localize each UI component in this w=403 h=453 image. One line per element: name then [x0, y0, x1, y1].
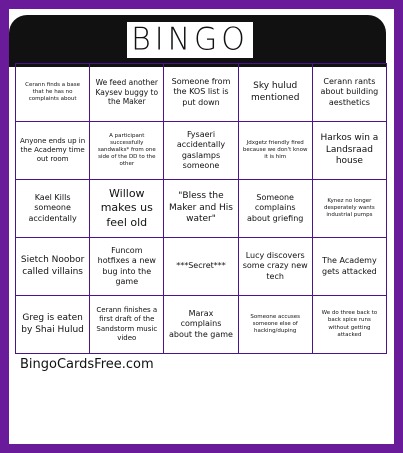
bingo-cell[interactable]: "Bless the Maker and His water" [164, 180, 238, 238]
bingo-cell[interactable]: Harkos win a Landsraad house [313, 122, 387, 180]
bingo-cell[interactable]: Cerann rants about building aesthetics [313, 64, 387, 122]
bingo-card [9, 9, 394, 444]
bingo-cell[interactable]: Cerann finishes a first draft of the Sandstorm music video [90, 296, 164, 354]
bingo-grid [15, 63, 387, 354]
site-credit: BingoCardsFree.com [20, 357, 154, 372]
bingo-logo [127, 22, 253, 58]
bingo-cell[interactable]: Kael Kills someone accidentally [16, 180, 90, 238]
card-header [9, 15, 386, 67]
bingo-cell[interactable]: Someone accuses someone else of hacking/duping [239, 296, 313, 354]
bingo-cell[interactable]: ***Secret*** [164, 238, 238, 296]
bingo-cell[interactable]: Kynez no longer desperately wants industrial pumps [313, 180, 387, 238]
bingo-cell[interactable]: Greg is eaten by Shai Hulud [16, 296, 90, 354]
bingo-cell[interactable]: Someone from the KOS list is put down [164, 64, 238, 122]
bingo-cell[interactable]: Sietch Noobor called villains [16, 238, 90, 296]
bingo-cell[interactable]: Marax complains about the game [164, 296, 238, 354]
bingo-cell[interactable]: We do three back to back spice runs without getting attacked [313, 296, 387, 354]
bingo-cell[interactable]: We feed another Kaysev buggy to the Maker [90, 64, 164, 122]
bingo-cell[interactable]: Jdxgetz friendly fired because we don't know it is him [239, 122, 313, 180]
bingo-cell[interactable]: Funcom hotfixes a new bug into the game [90, 238, 164, 296]
bingo-cell[interactable]: Lucy discovers some crazy new tech [239, 238, 313, 296]
bingo-cell[interactable]: Someone complains about griefing [239, 180, 313, 238]
bingo-cell[interactable]: A participant successfully sandwalks* from one side of the DD to the other [90, 122, 164, 180]
bingo-cell[interactable]: Anyone ends up in the Academy time out room [16, 122, 90, 180]
bingo-cell[interactable]: Sky hulud mentioned [239, 64, 313, 122]
logo-text: BINGO [131, 21, 249, 58]
bingo-cell[interactable]: The Academy gets attacked [313, 238, 387, 296]
bingo-cell[interactable]: Willow makes us feel old [90, 180, 164, 238]
bingo-cell[interactable]: Fysaeri accidentally gaslamps someone [164, 122, 238, 180]
bingo-cell[interactable]: Cerann finds a base that he has no complaints about [16, 64, 90, 122]
